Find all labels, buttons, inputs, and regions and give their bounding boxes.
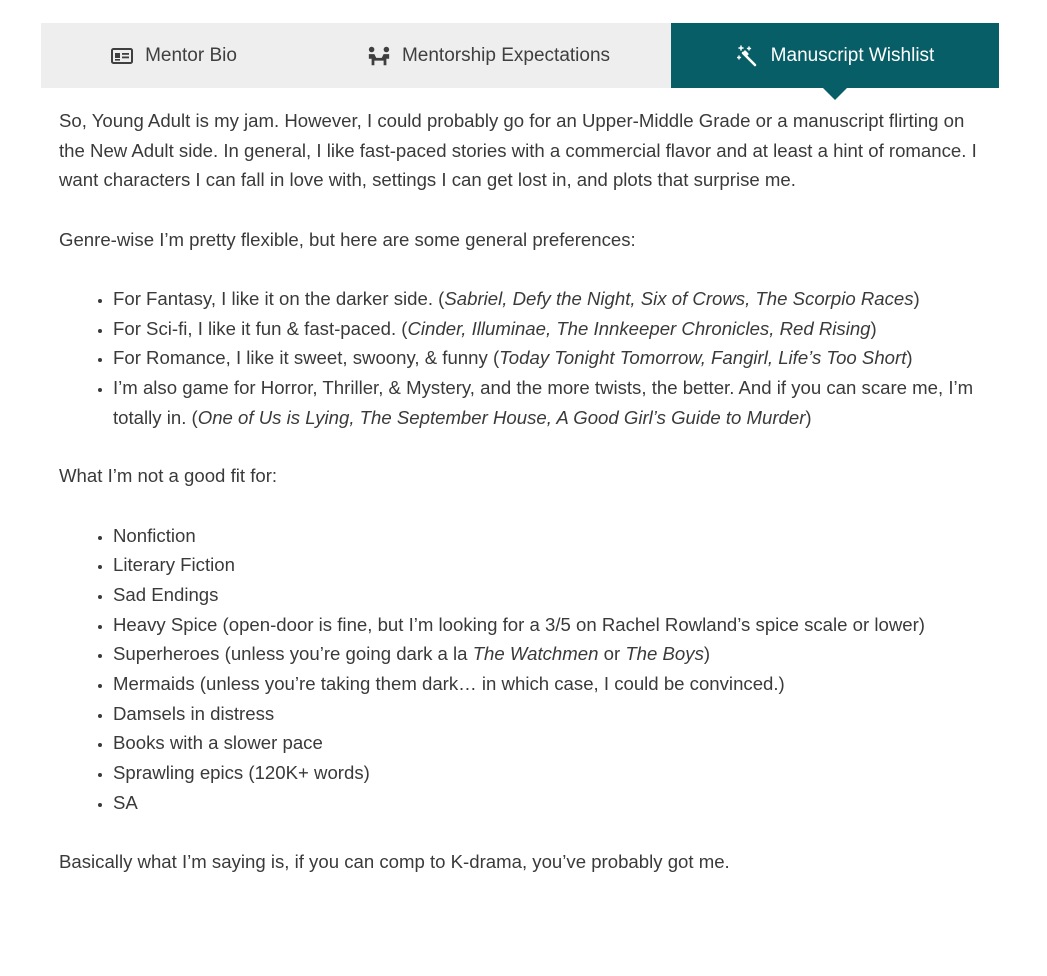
- not-fit-list: [59, 521, 989, 818]
- list-item: • Books with a slower pace: [113, 728, 989, 758]
- book-titles: Today Tonight Tomorrow, Fangirl, Life’s Too Short: [499, 347, 907, 369]
- book-title: The Boys: [625, 643, 704, 665]
- list-item: • SA: [113, 788, 989, 818]
- intro-paragraph: So, Young Adult is my jam. However, I could probably go for an Upper-Middle Grade or a manuscript flirting on the New Adult side. In general, I like fast-paced stories with a commercial flavor and at least a hint of romance. I want characters I can fall in love with, settings I can get lost in, and plots that surprise me.: [59, 110, 977, 191]
- magic-wand-icon: [736, 44, 760, 68]
- id-card-icon: [110, 44, 134, 68]
- list-item: • For Fantasy, I like it on the darker side. (Sabriel, Defy the Night, Six of Crows, The Scorpio Races): [113, 284, 989, 314]
- list-item: • Literary Fiction: [113, 550, 989, 580]
- tab-label: Mentorship Expectations: [401, 44, 611, 66]
- people-icon: [367, 44, 391, 68]
- list-item: • Mermaids (unless you’re taking them dark… in which case, I could be convinced.): [113, 669, 989, 699]
- list-item: • Damsels in distress: [113, 699, 989, 729]
- book-titles: One of Us is Lying, The September House, A Good Girl’s Guide to Murder: [197, 406, 806, 428]
- tab-bar: [41, 23, 999, 88]
- not-fit-intro: What I’m not a good fit for:: [59, 465, 278, 487]
- wishlist-content: [59, 106, 989, 906]
- list-item: • Sprawling epics (120K+ words): [113, 758, 989, 788]
- tab-label: Manuscript Wishlist: [770, 44, 935, 66]
- tab-manuscript-wishlist[interactable]: [671, 23, 999, 88]
- list-item: • Superheroes (unless you’re going dark a la The Watchmen or The Boys): [113, 639, 989, 669]
- tab-label: Mentor Bio: [145, 44, 237, 66]
- preferences-list: [59, 284, 989, 433]
- tab-mentor-bio[interactable]: [41, 23, 306, 88]
- closing-paragraph: Basically what I’m saying is, if you can comp to K-drama, you’ve probably got me.: [59, 850, 730, 872]
- book-titles: Cinder, Illuminae, The Innkeeper Chronicles, Red Rising: [407, 317, 871, 339]
- list-item: • For Romance, I like it sweet, swoony, & funny (Today Tonight Tomorrow, Fangirl, Life’s Too Short): [113, 343, 989, 373]
- list-item: • Nonfiction: [113, 521, 989, 551]
- list-item: • Sad Endings: [113, 580, 989, 610]
- book-titles: Sabriel, Defy the Night, Six of Crows, The Scorpio Races: [444, 287, 914, 309]
- list-item: • For Sci-fi, I like it fun & fast-paced. (Cinder, Illuminae, The Innkeeper Chronicles, Red Rising): [113, 314, 989, 344]
- book-title: The Watchmen: [472, 643, 599, 665]
- list-item: • I’m also game for Horror, Thriller, & Mystery, and the more twists, the better. And if you can scare me, I’m totally in. (One of Us is Lying, The September House, A Good Girl’s Guide to Murder): [113, 373, 989, 432]
- list-item: • Heavy Spice (open-door is fine, but I’m looking for a 3/5 on Rachel Rowland’s spice scale or lower): [113, 610, 989, 640]
- genre-intro: Genre-wise I’m pretty flexible, but here are some general preferences:: [59, 228, 636, 250]
- tab-mentorship-expectations[interactable]: [306, 23, 671, 88]
